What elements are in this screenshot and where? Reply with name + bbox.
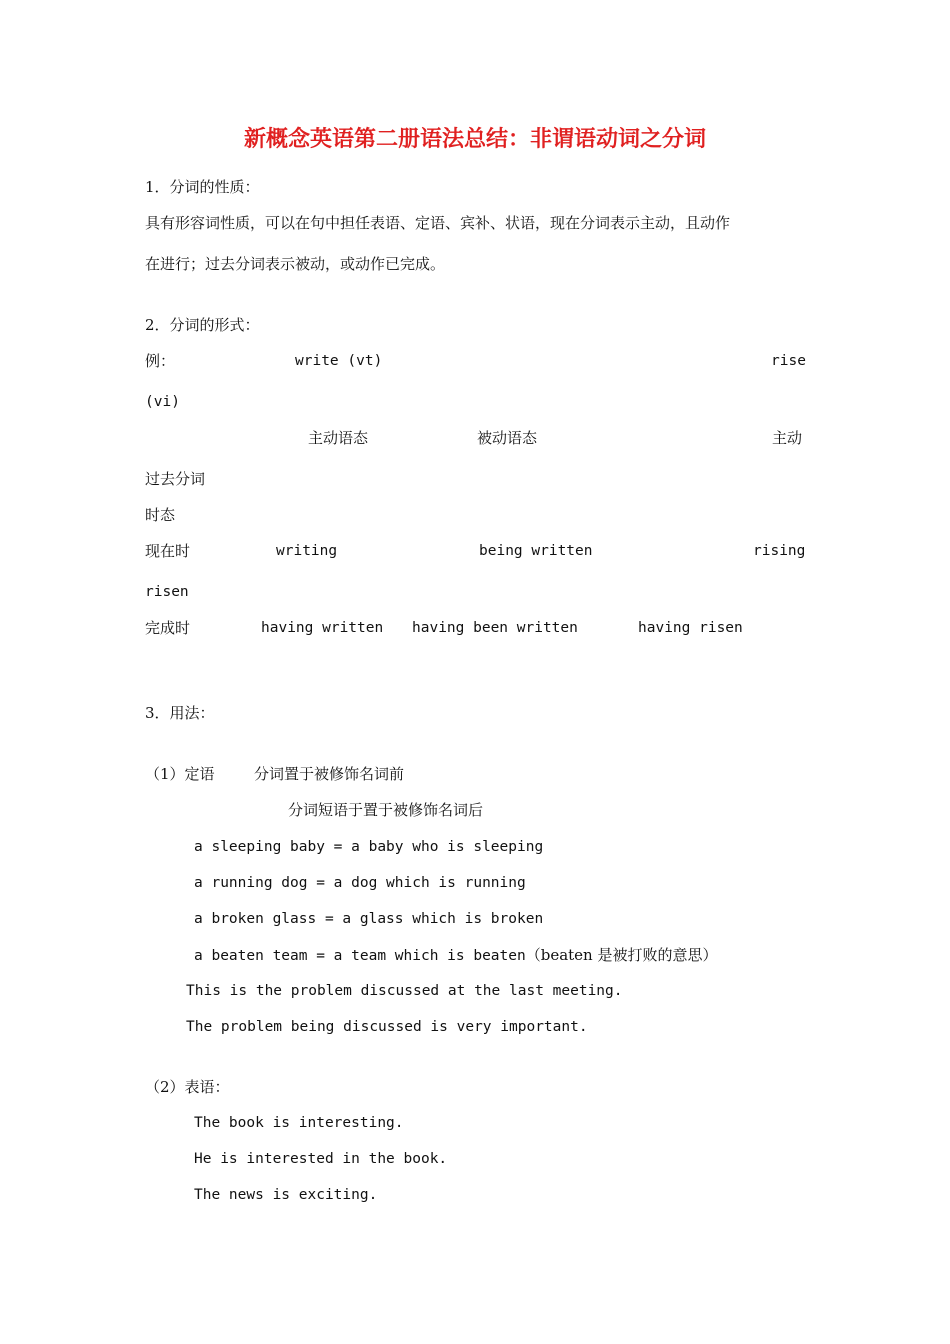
section2-heading: 2．分词的形式：: [145, 316, 260, 334]
perfect-vi-active: having risen: [638, 620, 743, 636]
verb-write: write (vt): [295, 353, 383, 369]
attributive-rule2: 分词短语于置于被修饰名词后: [288, 801, 484, 819]
attributive-sentence: This is the problem discussed at the last meeting.: [186, 983, 623, 999]
col-active-voice: 主动语态: [308, 429, 369, 447]
present-tense-label: 现在时: [145, 542, 191, 560]
section3-heading: 3．用法：: [145, 704, 215, 722]
verb-rise: rise: [771, 353, 806, 369]
row-past-participle: 过去分词: [145, 470, 206, 488]
attributive-example-note: （beaten 是被打败的意思）: [525, 946, 718, 964]
attributive-label: （1）定语: [145, 765, 215, 783]
attributive-example: a broken glass = a glass which is broken: [194, 911, 544, 927]
present-vi-active: rising: [753, 543, 806, 559]
section1-text-line2: 在进行；过去分词表示被动，或动作已完成。: [145, 255, 446, 273]
col-active: 主动: [772, 429, 803, 447]
col-passive-voice: 被动语态: [477, 429, 538, 447]
attributive-example: a running dog = a dog which is running: [194, 875, 526, 891]
predicative-example: The book is interesting.: [194, 1115, 404, 1131]
verb-rise-type: (vi): [145, 394, 180, 410]
section1-text-line1: 具有形容词性质，可以在句中担任表语、定语、宾补、状语，现在分词表示主动，且动作: [145, 214, 731, 232]
perfect-active: having written: [261, 620, 384, 636]
attributive-rule1: 分词置于被修饰名词前: [254, 765, 405, 783]
attributive-sentence: The problem being discussed is very important.: [186, 1019, 588, 1035]
attributive-example: [194, 945, 718, 966]
predicative-example: He is interested in the book.: [194, 1151, 448, 1167]
present-vi-past: risen: [145, 584, 189, 600]
attributive-example: a sleeping baby = a baby who is sleeping: [194, 839, 544, 855]
row-tense: 时态: [145, 506, 176, 524]
attributive-example-text: a beaten team = a team which is beaten: [194, 948, 526, 964]
document-title: 新概念英语第二册语法总结：非谓语动词之分词: [243, 126, 706, 152]
example-label: 例：: [145, 352, 176, 370]
present-active: writing: [276, 543, 338, 559]
perfect-tense-label: 完成时: [145, 619, 191, 637]
perfect-passive: having been written: [412, 620, 578, 636]
predicative-example: The news is exciting.: [194, 1187, 378, 1203]
predicative-label: （2）表语：: [145, 1078, 230, 1096]
section1-heading: 1．分词的性质：: [145, 178, 260, 196]
present-passive: being written: [479, 543, 593, 559]
